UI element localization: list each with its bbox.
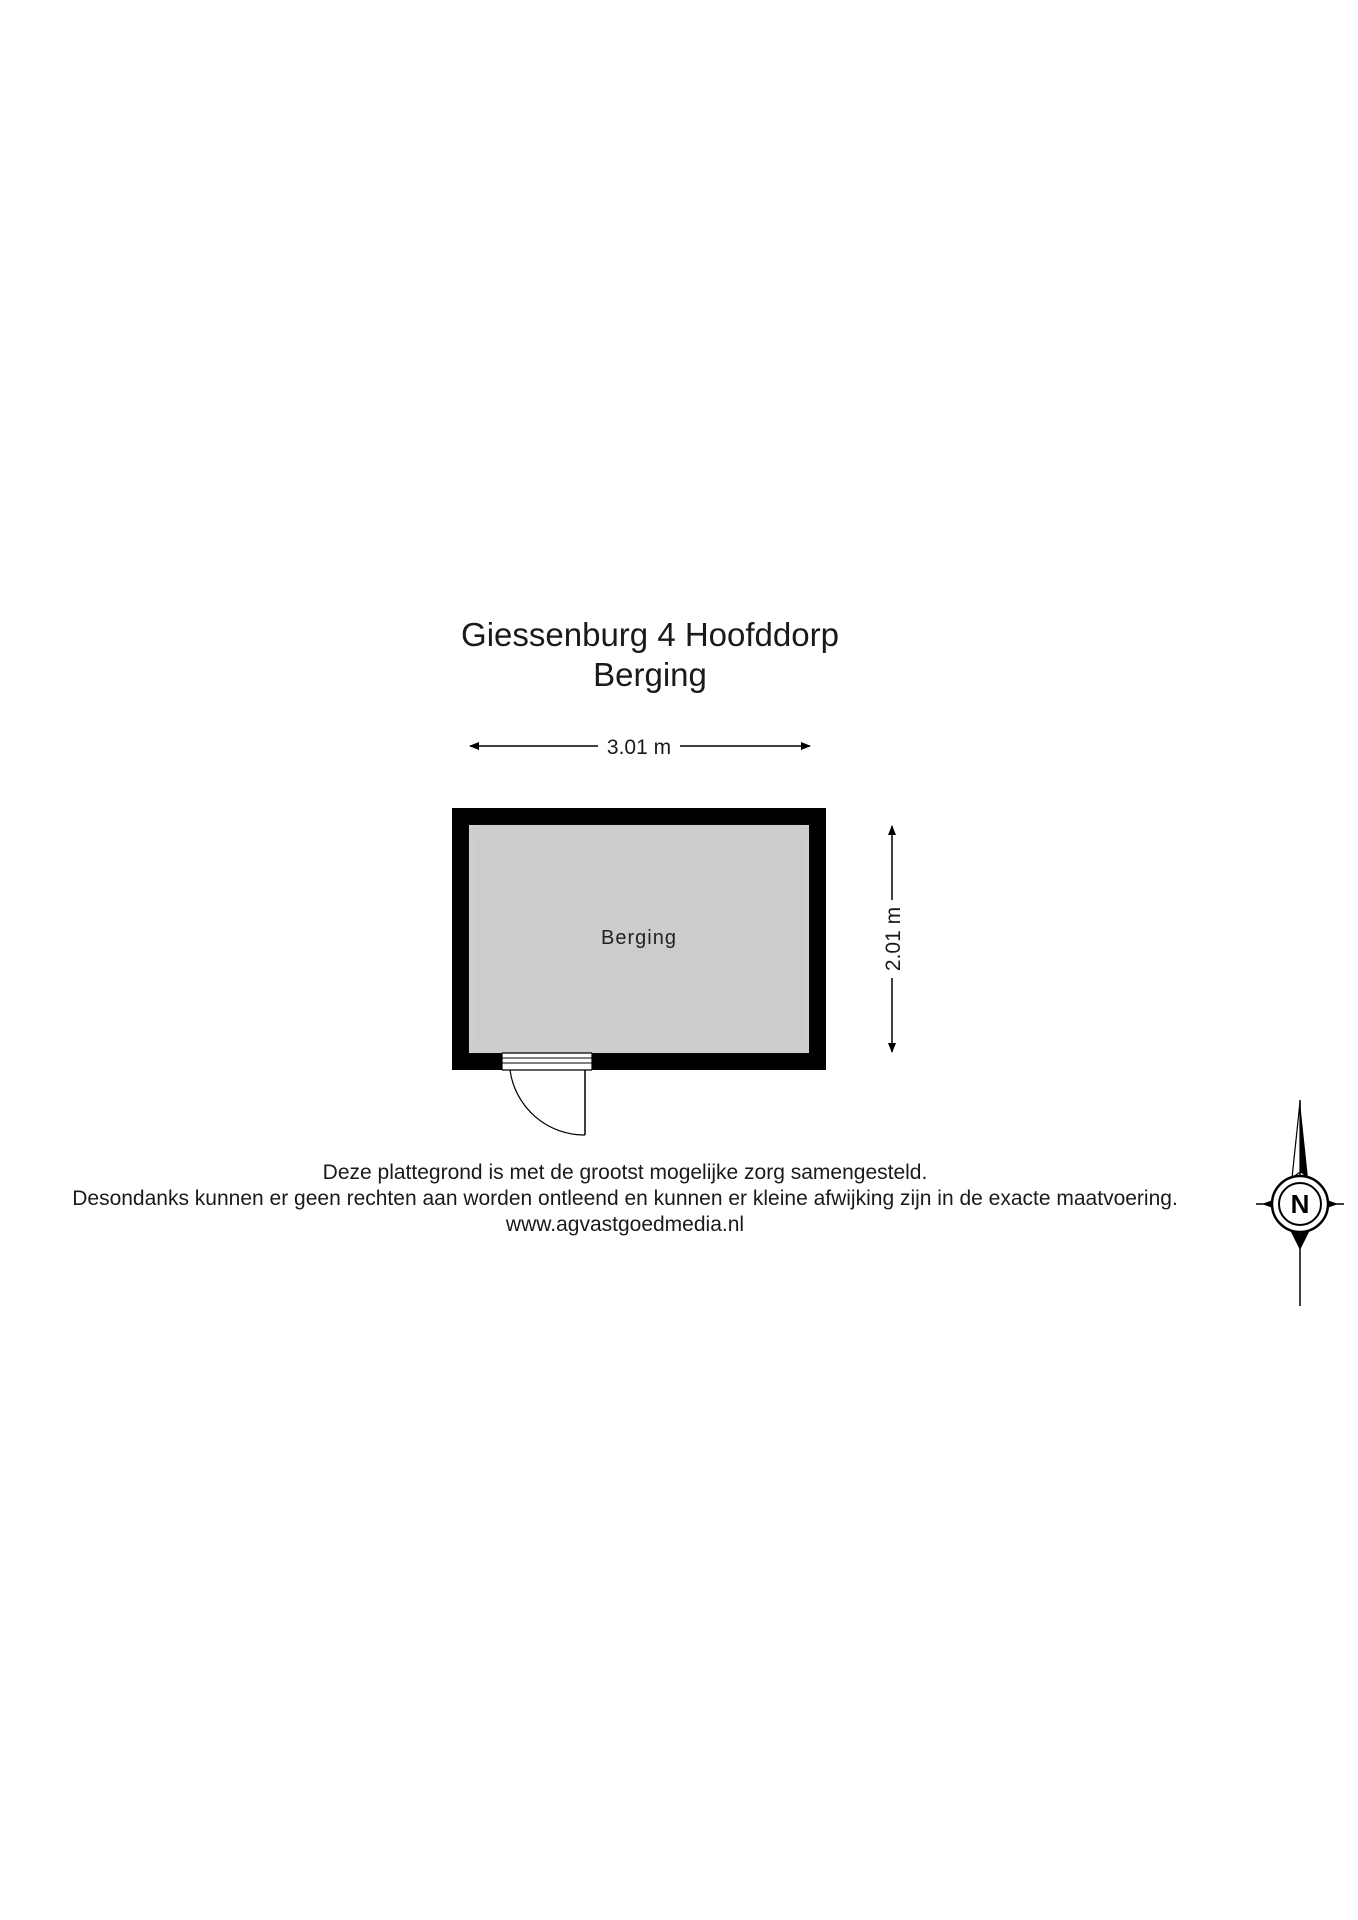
room-label: Berging xyxy=(601,927,677,949)
website-link[interactable]: www.agvastgoedmedia.nl xyxy=(505,1213,745,1236)
depth-dimension-label: 2.01 m xyxy=(882,906,905,972)
disclaimer xyxy=(0,1160,1250,1238)
address-title: Giessenburg 4 Hoofddorp xyxy=(461,616,839,653)
disclaimer-line-2: Desondanks kunnen er geen rechten aan worden ontleend en kunnen er kleine afwijking zijn in de exacte maatvoering. xyxy=(72,1187,1178,1210)
disclaimer-line-1: Deze plattegrond is met de grootst mogelijke zorg samengesteld. xyxy=(322,1161,928,1184)
door-swing-arc xyxy=(510,1070,585,1135)
door-opening xyxy=(502,1053,592,1070)
width-dimension-label: 3.01 m xyxy=(606,736,672,759)
compass-north-label: N xyxy=(1290,1189,1310,1219)
width-dimension xyxy=(470,736,810,759)
floor-subtitle: Berging xyxy=(593,656,707,693)
depth-dimension xyxy=(882,826,905,1052)
door xyxy=(502,1053,592,1135)
north-arrow-icon xyxy=(1256,1100,1344,1306)
